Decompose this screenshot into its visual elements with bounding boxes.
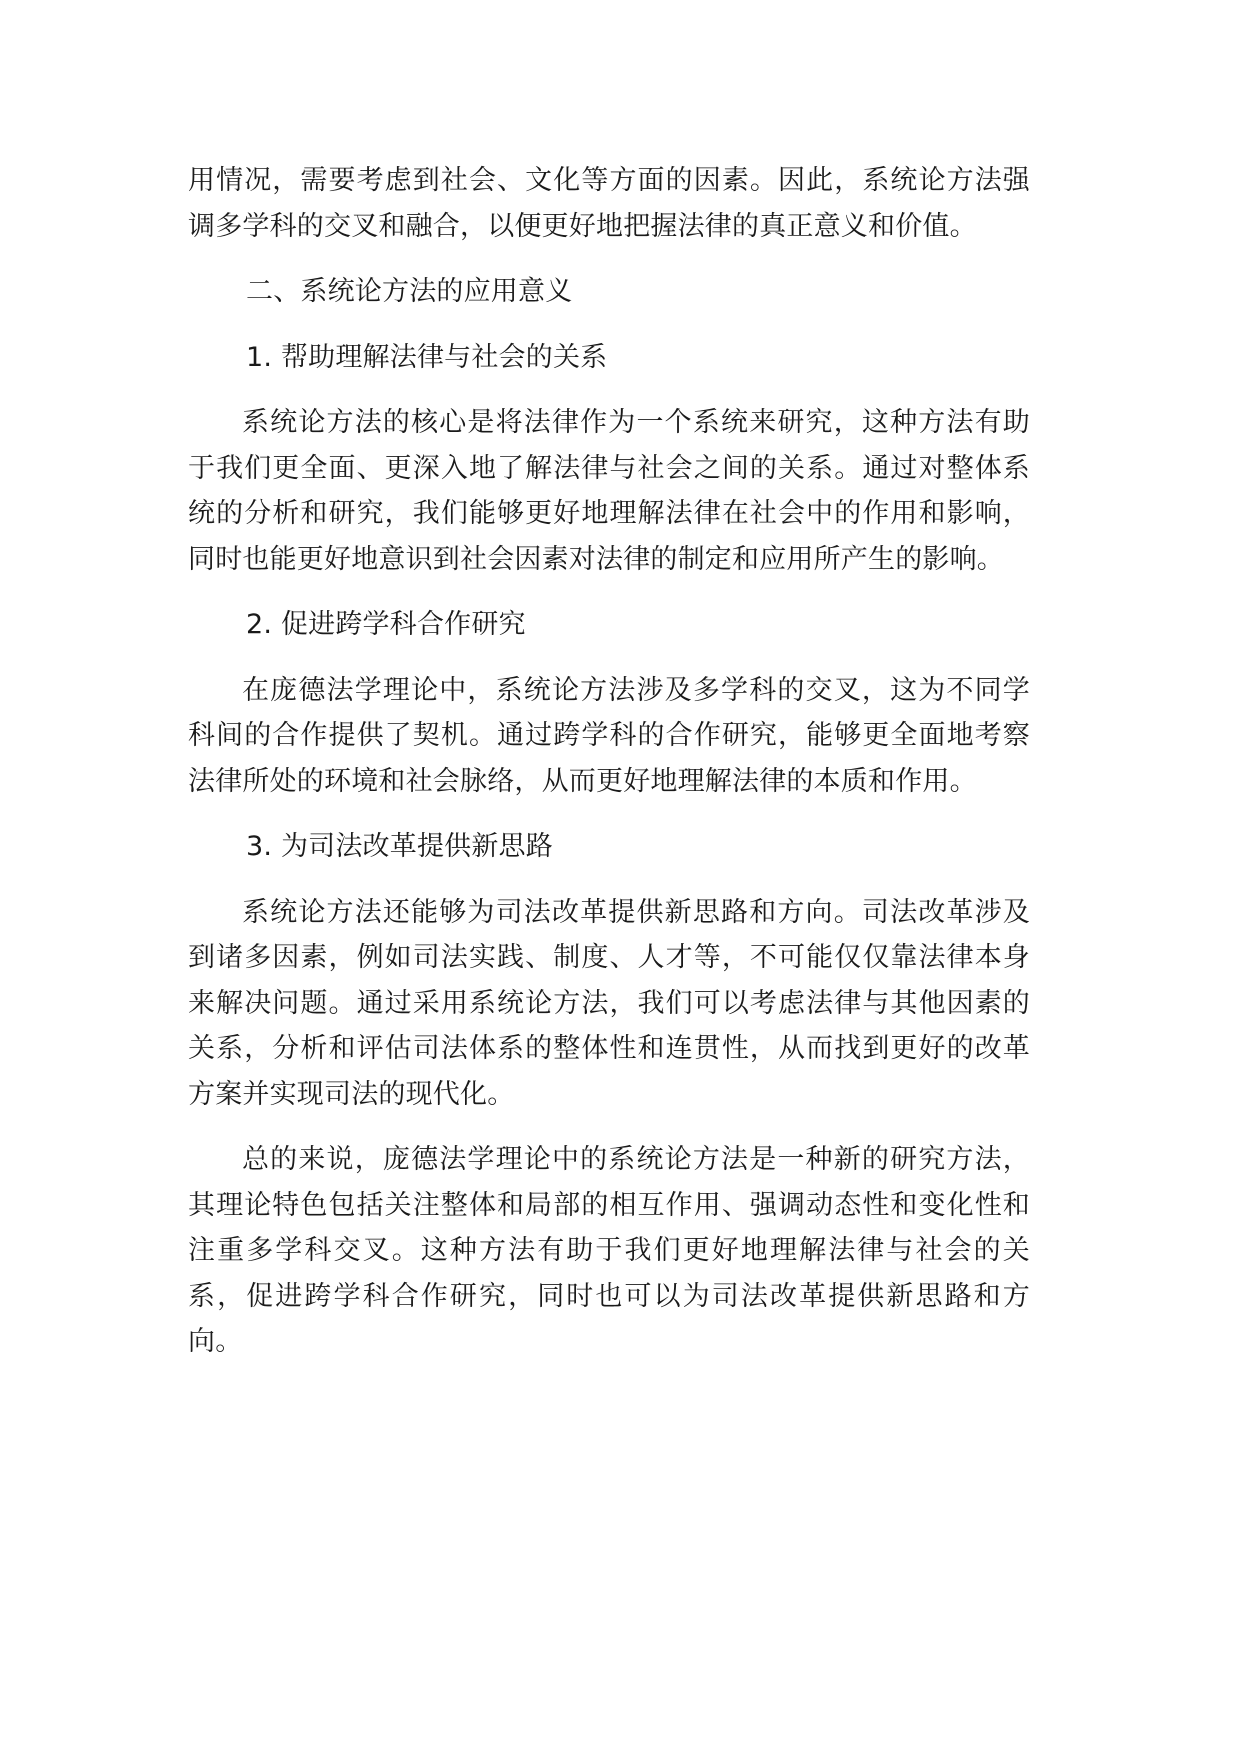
paragraph-understand-law-society: 系统论方法的核心是将法律作为一个系统来研究，这种方法有助于我们更全面、更深入地了解法律与社会之间的关系。通过对整体系统的分析和研究，我们能够更好地理解法律在社会中的作用和影响，同时也能更好地意识到社会因素对法律的制定和应用所产生的影响。 xyxy=(188,407,1030,575)
paragraph-continuation: 用情况，需要考虑到社会、文化等方面的因素。因此，系统论方法强调多学科的交叉和融合，以便更好地把握法律的真正意义和价值。 xyxy=(188,165,1030,242)
document-body xyxy=(188,158,1030,1385)
section-heading-application-significance: 二、系统论方法的应用意义 xyxy=(246,276,573,307)
paragraph-judicial-reform: 系统论方法还能够为司法改革提供新思路和方向。司法改革涉及到诸多因素，例如司法实践、制度、人才等，不可能仅仅靠法律本身来解决问题。通过采用系统论方法，我们可以考虑法律与其他因素的关系，分析和评估司法体系的整体性和连贯性，从而找到更好的改革方案并实现司法的现代化。 xyxy=(188,896,1030,1110)
subheading-interdisciplinary-research: 2. 促进跨学科合作研究 xyxy=(246,609,526,640)
paragraph-conclusion: 总的来说，庞德法学理论中的系统论方法是一种新的研究方法，其理论特色包括关注整体和局部的相互作用、强调动态性和变化性和注重多学科交叉。这种方法有助于我们更好地理解法律与社会的关系，促进跨学科合作研究，同时也可以为司法改革提供新思路和方向。 xyxy=(188,1144,1030,1357)
paragraph-interdisciplinary-research: 在庞德法学理论中，系统论方法涉及多学科的交叉，这为不同学科间的合作提供了契机。通过跨学科的合作研究，能够更全面地考察法律所处的环境和社会脉络，从而更好地理解法律的本质和作用。 xyxy=(188,674,1030,797)
subheading-understand-law-society: 1. 帮助理解法律与社会的关系 xyxy=(246,341,608,373)
subheading-judicial-reform: 3. 为司法改革提供新思路 xyxy=(246,831,553,862)
